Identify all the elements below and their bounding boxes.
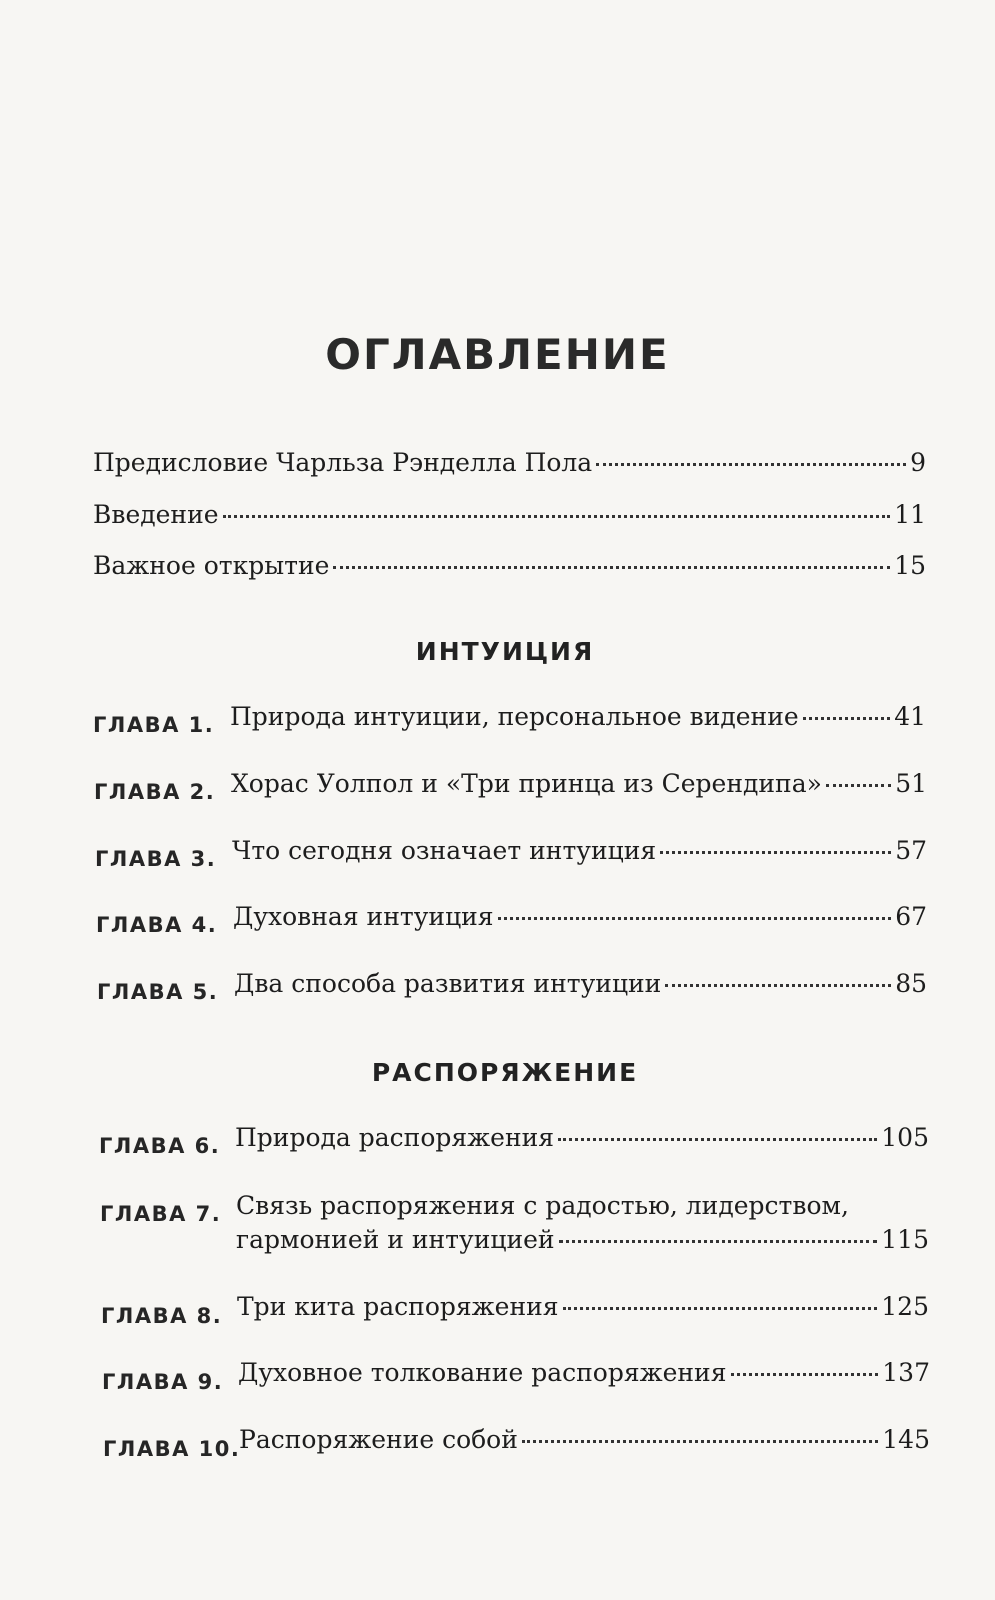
entry-page: 137 — [882, 1358, 930, 1387]
dot-leader — [803, 717, 891, 720]
dot-leader — [826, 784, 891, 787]
entry-label-line1: Связь распоряжения с радостью, лидерством, — [236, 1191, 849, 1220]
dot-leader — [333, 566, 890, 569]
toc-entry — [231, 769, 927, 798]
chapter-number: ГЛАВА 2. — [94, 780, 216, 804]
chapter-number: ГЛАВА 8. — [101, 1304, 223, 1328]
entry-page: 85 — [895, 969, 927, 998]
toc-entry — [234, 969, 927, 998]
entry-label: Два способа развития интуиции — [234, 969, 662, 998]
chapter-number: ГЛАВА 9. — [102, 1370, 224, 1394]
entry-page: 15 — [894, 551, 926, 580]
entry-page: 105 — [881, 1123, 929, 1152]
page-title: ОГЛАВЛЕНИЕ — [325, 330, 670, 379]
toc-entry — [232, 836, 927, 865]
chapter-number: ГЛАВА 7. — [100, 1202, 222, 1226]
dot-leader — [522, 1440, 878, 1443]
entry-label: Духовное толкование распоряжения — [238, 1358, 727, 1387]
dot-leader — [558, 1138, 877, 1141]
entry-page: 9 — [910, 448, 926, 477]
entry-page: 11 — [894, 500, 926, 529]
dot-leader — [731, 1373, 879, 1376]
entry-label: гармонией и интуицией — [236, 1225, 555, 1254]
dot-leader — [660, 851, 891, 854]
toc-entry — [238, 1358, 930, 1387]
entry-label: Что сегодня означает интуиция — [232, 836, 657, 865]
entry-label: Природа интуиции, персональное видение — [230, 702, 799, 731]
chapter-number: ГЛАВА 4. — [96, 913, 218, 937]
dot-leader — [498, 917, 892, 920]
entry-label: Распоряжение собой — [239, 1425, 518, 1454]
entry-page: 57 — [895, 836, 927, 865]
toc-entry — [235, 1123, 929, 1152]
entry-label: Предисловие Чарльза Рэнделла Пола — [93, 448, 593, 477]
entry-label: Важное открытие — [93, 551, 330, 580]
dot-leader — [559, 1240, 878, 1243]
chapter-number: ГЛАВА 1. — [93, 713, 215, 737]
section-title: РАСПОРЯЖЕНИЕ — [371, 1058, 639, 1087]
section-title: ИНТУИЦИЯ — [415, 637, 595, 666]
toc-entry — [93, 551, 926, 580]
entry-label: Природа распоряжения — [235, 1123, 555, 1152]
chapter-number: ГЛАВА 3. — [95, 847, 217, 871]
chapter-number: ГЛАВА 6. — [99, 1134, 221, 1158]
entry-page: 125 — [881, 1292, 929, 1321]
entry-page: 115 — [881, 1225, 929, 1254]
toc-entry — [239, 1425, 930, 1454]
entry-label: Три кита распоряжения — [237, 1292, 559, 1321]
entry-page: 41 — [894, 702, 926, 731]
toc-entry — [233, 902, 927, 931]
dot-leader — [563, 1307, 878, 1310]
dot-leader — [665, 984, 891, 987]
entry-page: 67 — [895, 902, 927, 931]
toc-entry — [93, 448, 926, 477]
entry-label: Хорас Уолпол и «Три принца из Серендипа» — [231, 769, 822, 798]
entry-page: 145 — [882, 1425, 930, 1454]
chapter-number: ГЛАВА 5. — [97, 980, 219, 1004]
toc-entry — [236, 1225, 929, 1254]
entry-label: Введение — [93, 500, 219, 529]
toc-entry — [237, 1292, 929, 1321]
entry-label: Духовная интуиция — [233, 902, 494, 931]
toc-entry — [93, 500, 926, 529]
toc-entry — [230, 702, 926, 731]
dot-leader — [596, 463, 906, 466]
chapter-number: ГЛАВА 10. — [103, 1437, 241, 1461]
entry-page: 51 — [895, 769, 927, 798]
dot-leader — [223, 515, 891, 518]
